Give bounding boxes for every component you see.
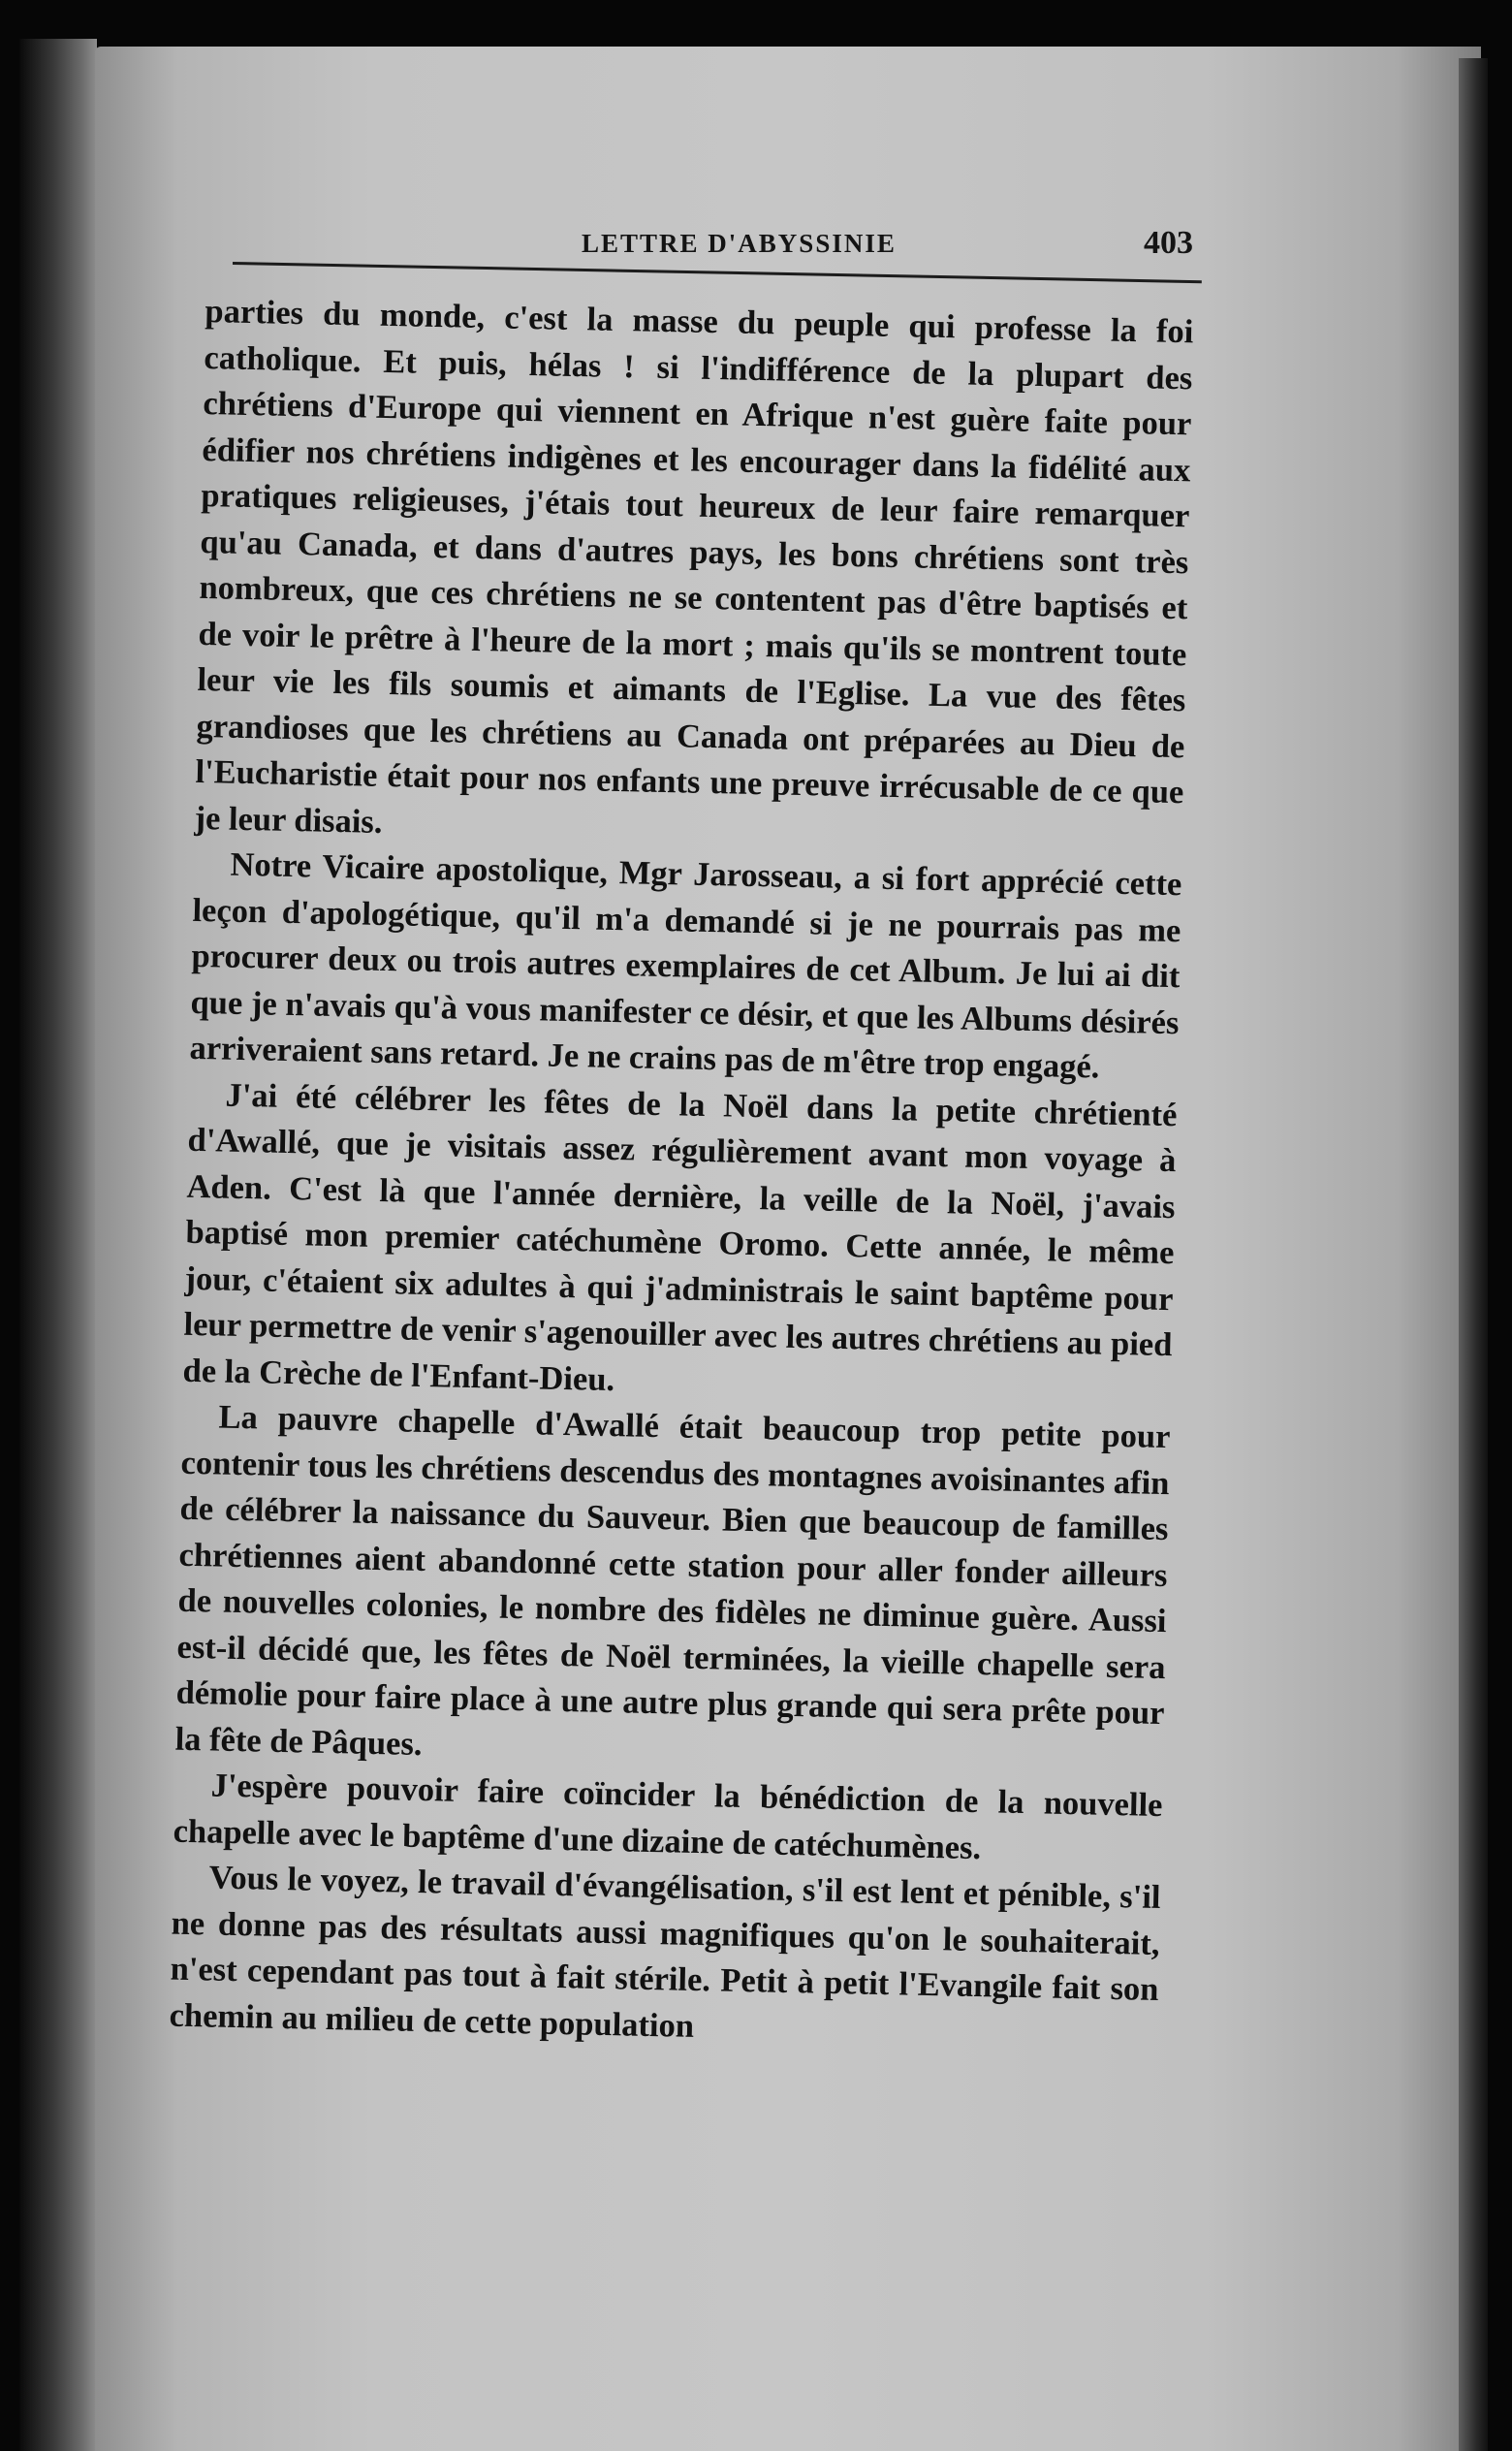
running-head-title: LETTRE D'ABYSSINIE [582,229,897,258]
book-left-edge [19,39,97,2451]
paragraph-continued: parties du monde, c'est la masse du peuple qui professe la foi catholique. Et puis, hélas ! si l'indifférence de la plupart des chrétiens d'Europe qui viennent en Afrique n'est guère faite pour édifier nos chrétiens indigènes et les encourager dans la fidélité aux pratiques religieuses, j'étais tout heureux de leur faire remarquer qu'au Canada, et dans d'autres pays, les bons chrétiens sont très nombreux, que ces chrétiens ne se contentent pas d'être baptisés et de voir le prêtre à l'heure de la mort ; mais qu'ils se montrent toute leur vie les fils soumis et aimants de l'Eglise. La vue des fêtes grandioses que les chrétiens au Canada ont préparées au Dieu de l'Eucharistie était pour nos enfants une preuve irrécusable de ce que je leur disais. [194,292,1194,841]
paragraph: La pauvre chapelle d'Awallé était beaucoup trop petite pour contenir tous les chrétiens descendus des montagnes avoisinantes afin de célébrer la naissance du Sauveur. Bien que beaucoup de familles chrétiennes aient abandonné cette station pour aller fonder ailleurs de nouvelles colonies, le nombre des fidèles ne diminue guère. Aussi est-il décidé que, les fêtes de Noël terminées, la vieille chapelle sera démolie pour faire place à une autre plus grande qui sera prête pour la fête de Pâques. [174,1398,1171,1763]
paragraph: J'ai été célébrer les fêtes de la Noël dans la petite chrétienté d'Awallé, que je visitais assez régulièrement avant mon voyage à Aden. C'est là que l'année dernière, la veille de la Noël, j'avais baptisé mon premier catéchumène Oromo. Cette année, le même jour, c'étaient six adultes à qui j'administrais le saint baptême pour leur permettre de venir s'agenouiller avec les autres chrétiens au pied de la Crèche de l'Enfant-Dieu. [182,1076,1178,1398]
body-text [169,289,1194,2059]
running-head [233,221,1202,270]
paragraph: J'espère pouvoir faire coïncider la bénédiction de la nouvelle chapelle avec le baptême d'une dizaine de catéchumènes. [173,1767,1163,1866]
paragraph: Notre Vicaire apostolique, Mgr Jarosseau, a si fort apprécié cette leçon d'apologétique, qu'il m'a demandé si je ne pourrais pas me procurer deux ou trois autres exemplaires de cet Album. Je lui ai dit que je n'avais qu'à vous manifester ce désir, et que les Albums désirés arriveraient sans retard. Je ne crains pas de m'être trop engagé. [189,845,1182,1086]
paragraph: Vous le voyez, le travail d'évangélisation, s'il est lent et pénible, s'il ne donne pas des résultats aussi magnifiques qu'on le souhaiterait, n'est cependant pas tout à fait stérile. Petit à petit l'Evangile fait son chemin au milieu de cette population [169,1859,1161,2045]
page-number: 403 [1144,225,1193,261]
book-right-edge [1459,58,1488,2451]
